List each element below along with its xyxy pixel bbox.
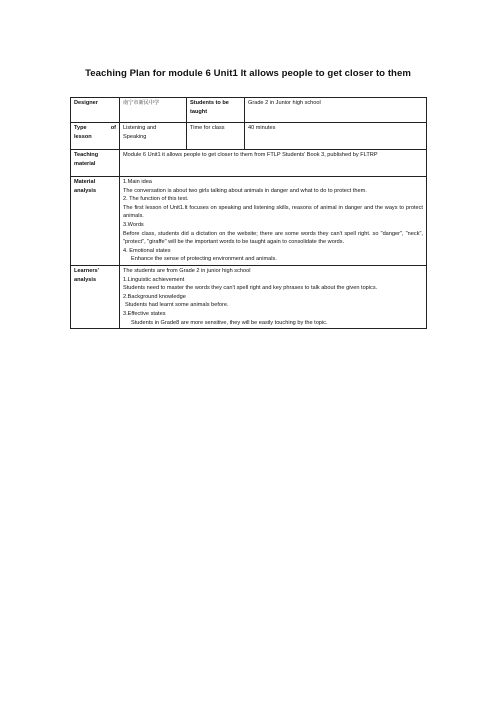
designer-value-cell bbox=[120, 98, 187, 123]
learners-analysis-label: analysis bbox=[74, 276, 97, 283]
type-label-word: of bbox=[110, 125, 116, 131]
analysis-line: 3.Words bbox=[123, 221, 144, 228]
type-label-word: lesson bbox=[74, 133, 92, 140]
type-label-word: Type bbox=[74, 125, 87, 131]
analysis-line: Students had learnt some animals before. bbox=[125, 302, 229, 309]
designer-label-cell bbox=[71, 98, 120, 123]
teaching-plan-table bbox=[70, 97, 427, 329]
material-analysis-label: Material bbox=[74, 179, 96, 185]
type-value-line: Speaking bbox=[123, 133, 147, 140]
material-analysis-label-cell bbox=[71, 177, 120, 266]
material-analysis-content bbox=[120, 177, 427, 266]
analysis-line: Enhance the sense of protecting environment and animals. bbox=[131, 256, 277, 263]
type-label-cell bbox=[71, 123, 120, 150]
teaching-material-label: Teaching bbox=[74, 152, 99, 158]
teaching-material-value-cell bbox=[120, 150, 427, 177]
time-label-cell bbox=[187, 123, 245, 150]
analysis-line: The students are from Grade 2 in junior high school bbox=[123, 267, 251, 274]
type-label-line bbox=[74, 124, 116, 133]
designer-label: Designer bbox=[74, 100, 98, 106]
students-value: Grade 2 in Junior high school bbox=[248, 100, 321, 106]
analysis-line: 1.Main idea bbox=[123, 179, 152, 185]
learners-analysis-label-cell bbox=[71, 265, 120, 328]
type-value-line: Listening and bbox=[123, 125, 157, 131]
analysis-line: Students in Grade8 are more sensitive, they will be easily touching by the topic. bbox=[131, 319, 328, 326]
teaching-material-label-cell bbox=[71, 150, 120, 177]
designer-value: 南宁市新民中学 bbox=[123, 100, 160, 106]
teaching-material-label: material bbox=[74, 160, 96, 167]
analysis-line: Students need to master the words they can't spell right and key phrases to talk about the given topics. bbox=[123, 285, 378, 292]
analysis-line: 4. Emotional states bbox=[123, 247, 171, 254]
page-title: Teaching Plan for module 6 Unit1 It allows people to get closer to them bbox=[85, 68, 411, 79]
time-value-cell bbox=[245, 123, 427, 150]
time-label: Time for class bbox=[190, 125, 225, 131]
material-analysis-label: analysis bbox=[74, 187, 97, 194]
analysis-line: The first lesson of Unit1.It focuses on speaking and listening skills, reasons of animal in danger and the ways to protect animals. bbox=[123, 204, 423, 220]
students-label: Students to be taught bbox=[190, 100, 229, 115]
analysis-line: 3.Effective states bbox=[123, 310, 166, 317]
table-row bbox=[71, 265, 427, 328]
table-row bbox=[71, 150, 427, 177]
analysis-line: The conversation is about two girls talking about animals in danger and what to do to protect them. bbox=[123, 187, 367, 194]
table-row bbox=[71, 177, 427, 266]
analysis-line: Before class, students did a dictation on the website; there are some words they can't spell right. so "danger", "neck", "protect", "giraffe" will be the important words to be taught again to consolidate the words. bbox=[123, 230, 423, 246]
learners-analysis-label: Learners' bbox=[74, 267, 99, 274]
table-row bbox=[71, 98, 427, 123]
analysis-line: 2.Background knowledge bbox=[123, 293, 186, 300]
students-value-cell bbox=[245, 98, 427, 123]
time-value: 40 minutes bbox=[248, 125, 276, 131]
analysis-line: 1.Linguistic achievement bbox=[123, 276, 185, 283]
learners-analysis-content bbox=[120, 265, 427, 328]
students-label-cell bbox=[187, 98, 245, 123]
analysis-line: 2. The function of this text. bbox=[123, 196, 189, 203]
table-row bbox=[71, 123, 427, 150]
type-value-cell bbox=[120, 123, 187, 150]
teaching-material-value: Module 6 Unit1 it allows people to get closer to them from FTLP Students' Book 3, published by FLTRP bbox=[123, 152, 378, 158]
